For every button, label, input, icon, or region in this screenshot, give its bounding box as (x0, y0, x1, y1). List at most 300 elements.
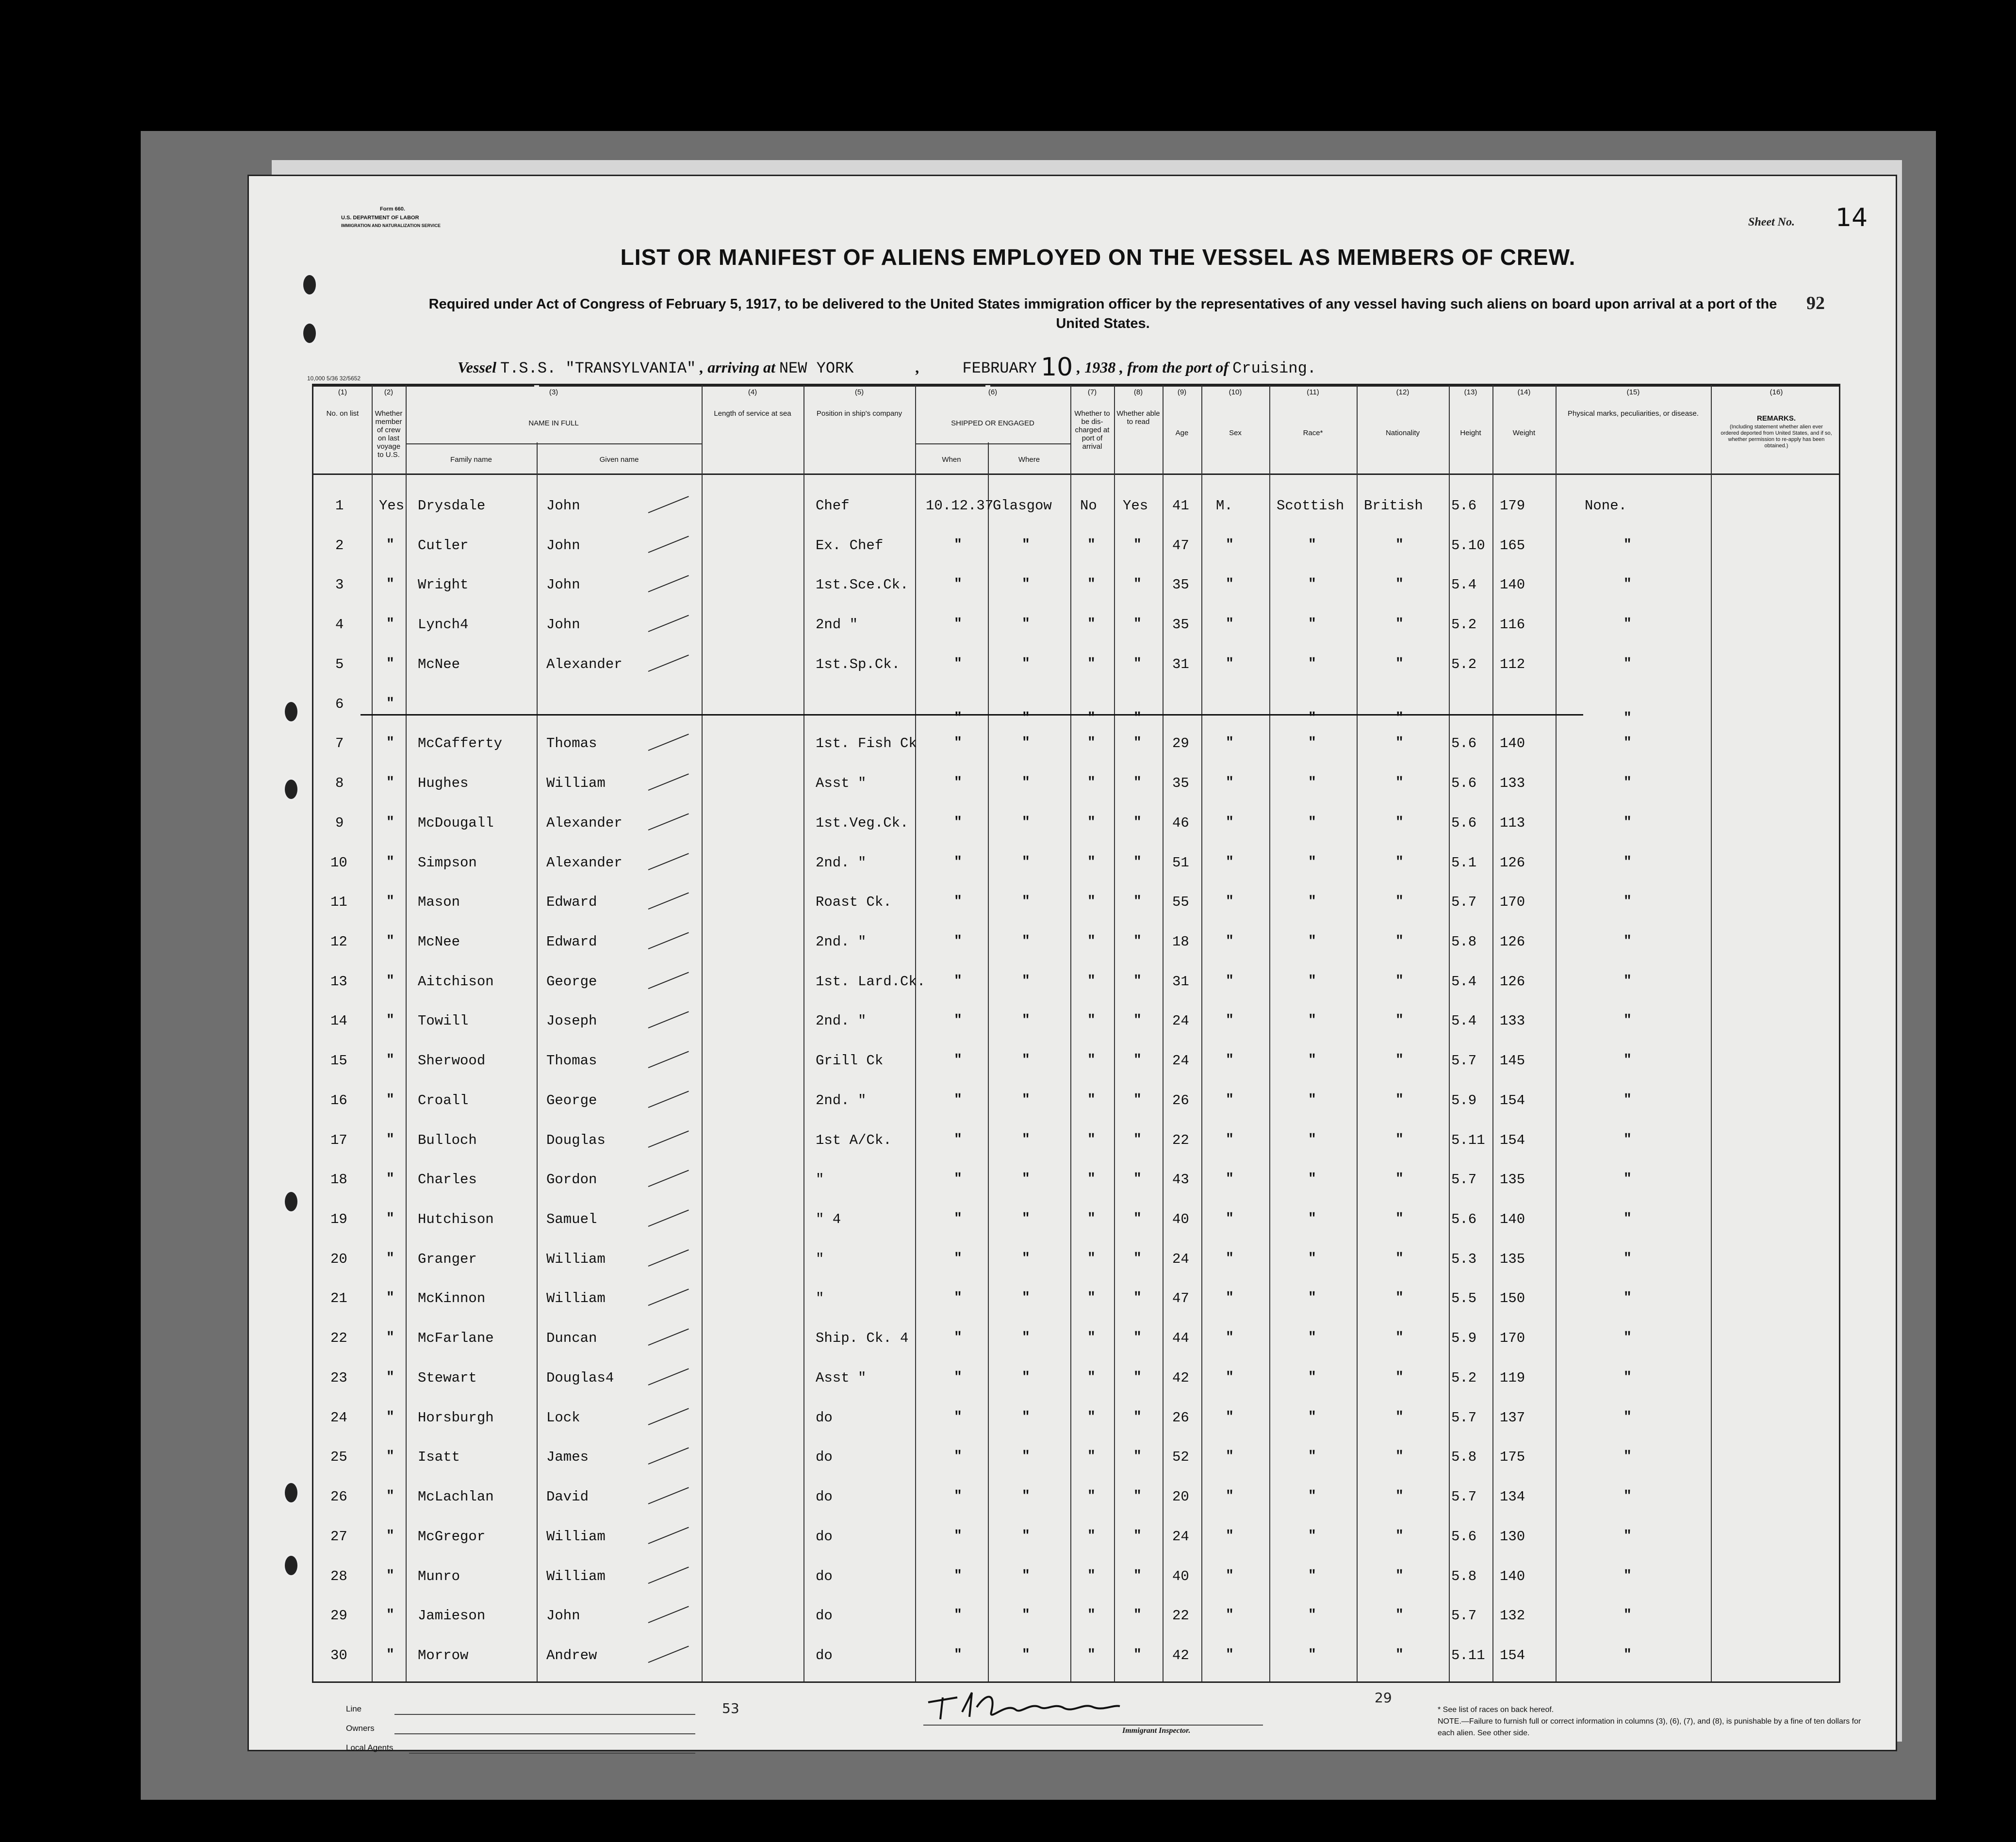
ditto-mark: " (1308, 577, 1316, 592)
ditto-mark: " (1623, 934, 1632, 949)
column-divider (1449, 385, 1450, 1681)
ditto-mark: " (1133, 1608, 1142, 1623)
check-mark (648, 1646, 689, 1663)
sex: M. (1216, 498, 1233, 514)
ditto-mark: " (1308, 1568, 1316, 1583)
header-columns-c6_num: (6) (988, 388, 998, 396)
ditto-mark: " (386, 696, 394, 711)
row-6-strike-line (361, 714, 1583, 716)
ditto-mark: " (954, 815, 962, 830)
given-name: Edward (546, 894, 597, 910)
line-blank (394, 1714, 695, 1715)
ditto-mark: " (1087, 1172, 1096, 1187)
given-name: Alexander (546, 855, 623, 871)
ditto-mark: " (386, 1251, 394, 1266)
footnote-penalty: NOTE.—Failure to furnish full or correct information in columns (3), (6), (7), and (8), is punishable by a fine of ten dollars for each alien. See other side. (1438, 1717, 1861, 1737)
check-mark (648, 536, 689, 553)
given-name: Lock (546, 1410, 580, 1426)
page-count: 29 (1375, 1690, 1392, 1706)
height: 5.6 (1451, 775, 1477, 791)
height: 5.7 (1451, 1608, 1477, 1624)
column-divider (537, 385, 538, 1681)
header-columns-c9_num: (9) (1177, 388, 1187, 396)
ditto-mark: " (1022, 1489, 1030, 1504)
ditto-mark: " (1226, 538, 1234, 553)
ditto-mark: " (386, 1013, 394, 1028)
weight: 126 (1500, 934, 1525, 950)
weight: 132 (1500, 1608, 1525, 1624)
given-name: Samuel (546, 1211, 597, 1227)
year-prefix: , 19 (1077, 359, 1100, 376)
ditto-mark: " (1623, 1211, 1632, 1226)
ditto-mark: " (1395, 617, 1404, 632)
age: 43 (1172, 1172, 1189, 1188)
check-mark (648, 1606, 689, 1623)
family-name: Lynch4 (418, 617, 469, 633)
ditto-mark: " (1133, 1410, 1142, 1425)
ditto-mark: " (1623, 1449, 1632, 1464)
ditto-mark: " (386, 1172, 394, 1187)
family-name: Stewart (418, 1370, 477, 1386)
vessel-label: Vessel (458, 359, 496, 376)
header-bottom-rule (313, 473, 1839, 475)
age: 22 (1172, 1132, 1189, 1148)
ditto-mark: " (1308, 1013, 1316, 1028)
age: 31 (1172, 656, 1189, 672)
reference-number: 92 (1806, 293, 1825, 313)
given-name: George (546, 1092, 597, 1108)
given-name: Joseph (546, 1013, 597, 1029)
ditto-mark: " (1623, 894, 1632, 909)
owners-blank (394, 1733, 695, 1734)
ditto-mark: " (386, 974, 394, 989)
row-number: 8 (335, 775, 344, 791)
family-name: Towill (418, 1013, 469, 1029)
check-mark (648, 1566, 689, 1584)
header-top-rule (313, 385, 1839, 387)
family-name: Mason (418, 894, 460, 910)
ditto-mark: " (1226, 1172, 1234, 1187)
ditto-mark: " (954, 1370, 962, 1385)
signature-line (923, 1725, 1263, 1726)
ditto-mark: " (1623, 1132, 1632, 1147)
header-columns-c3_num: (3) (549, 388, 558, 396)
age: 26 (1172, 1092, 1189, 1108)
weight: 154 (1500, 1132, 1525, 1148)
family-name: Croall (418, 1092, 469, 1108)
ditto-mark: " (1395, 815, 1404, 830)
ditto-mark: " (386, 1489, 394, 1504)
height: 5.1 (1451, 855, 1477, 871)
height: 5.2 (1451, 656, 1477, 672)
ditto-mark: " (954, 1290, 962, 1305)
ditto-mark: " (1133, 617, 1142, 632)
ditto-mark: " (1395, 1529, 1404, 1544)
family-name: Hughes (418, 775, 469, 791)
ditto-mark: " (1087, 934, 1096, 949)
ditto-mark: " (1226, 1053, 1234, 1068)
ditto-mark: " (1226, 1449, 1234, 1464)
ditto-mark: " (1308, 1251, 1316, 1266)
age: 35 (1172, 577, 1189, 593)
check-mark (648, 932, 689, 949)
ditto-mark: " (1308, 1290, 1316, 1305)
ditto-mark: " (1308, 934, 1316, 949)
given-name: James (546, 1449, 589, 1465)
ditto-mark: " (1087, 1330, 1096, 1345)
given-name: Thomas (546, 735, 597, 751)
binder-hole (301, 322, 318, 345)
age: 55 (1172, 894, 1189, 910)
given-name: Alexander (546, 656, 623, 672)
year-suffix: 38 (1100, 359, 1116, 376)
row-number: 20 (330, 1251, 347, 1267)
header-columns-c6a: When (942, 456, 961, 464)
row-number: 9 (335, 815, 344, 831)
given-name: George (546, 974, 597, 990)
ditto-mark: " (1087, 735, 1096, 750)
ditto-mark: " (954, 1251, 962, 1266)
ditto-mark: " (1308, 1211, 1316, 1226)
ditto-mark: " (1395, 1053, 1404, 1068)
weight: 154 (1500, 1092, 1525, 1108)
footer-owners-label: Owners (346, 1724, 375, 1733)
ditto-mark: " (1133, 1449, 1142, 1464)
ditto-mark: " (386, 1330, 394, 1345)
ditto-mark: " (1022, 1529, 1030, 1544)
sheet-number-label: Sheet No. (1748, 216, 1795, 228)
comma: , (916, 359, 920, 376)
height: 5.7 (1451, 1053, 1477, 1069)
ditto-mark: " (1087, 894, 1096, 909)
ditto-mark: " (1308, 711, 1316, 726)
ditto-mark: " (386, 1092, 394, 1108)
age: 41 (1172, 498, 1189, 514)
ditto-mark: " (1308, 855, 1316, 870)
ditto-mark: " (954, 1132, 962, 1147)
height: 5.2 (1451, 1370, 1477, 1386)
ditto-mark: " (1308, 656, 1316, 671)
ditto-mark: " (1226, 735, 1234, 750)
crew-table (312, 384, 1840, 1683)
age: 42 (1172, 1370, 1189, 1386)
ditto-mark: " (1395, 1132, 1404, 1147)
ditto-mark: " (1133, 974, 1142, 989)
header-columns-c2: Whether member of crew on last voyage to U.S. (375, 409, 403, 459)
header-columns-c12_num: (12) (1396, 388, 1410, 396)
position: do (816, 1410, 833, 1426)
ditto-mark: " (1087, 1608, 1096, 1623)
height: 5.7 (1451, 1489, 1477, 1505)
ditto-mark: " (1395, 656, 1404, 671)
ditto-mark: " (1395, 894, 1404, 909)
ditto-mark: " (954, 577, 962, 592)
ditto-mark: " (386, 1132, 394, 1147)
ditto-mark: " (1623, 1410, 1632, 1425)
ditto-mark: " (1087, 1449, 1096, 1464)
age: 47 (1172, 1290, 1189, 1306)
row-number: 24 (330, 1410, 347, 1426)
given-name: John (546, 1608, 580, 1624)
check-mark (648, 972, 689, 989)
ditto-mark: " (1022, 1608, 1030, 1623)
ditto-mark: " (1308, 1053, 1316, 1068)
row-number: 19 (330, 1211, 347, 1227)
height: 5.4 (1451, 974, 1477, 990)
ditto-mark: " (386, 735, 394, 750)
ditto-mark: " (386, 775, 394, 790)
ditto-mark: " (954, 1330, 962, 1345)
given-name: David (546, 1489, 589, 1505)
manifest-sheet (247, 175, 1897, 1751)
weight: 140 (1500, 1211, 1525, 1227)
ditto-mark: " (1395, 1489, 1404, 1504)
family-name: Bulloch (418, 1132, 477, 1148)
position: 2nd " (816, 617, 858, 633)
weight: 134 (1500, 1489, 1525, 1505)
row-number: 15 (330, 1053, 347, 1069)
header-columns-c10_num: (10) (1229, 388, 1242, 396)
position: 1st.Veg.Ck. (816, 815, 909, 831)
ditto-mark: " (1623, 1489, 1632, 1504)
row-number: 5 (335, 656, 344, 672)
footnote-races: * See list of races on back hereof. (1438, 1706, 1554, 1714)
weight: 175 (1500, 1449, 1525, 1465)
ditto-mark: " (1087, 855, 1096, 870)
given-name: Thomas (546, 1053, 597, 1069)
ditto-mark: " (1133, 577, 1142, 592)
weight: 150 (1500, 1290, 1525, 1306)
check-mark (648, 1249, 689, 1267)
height: 5.10 (1451, 538, 1485, 554)
family-name: Munro (418, 1568, 460, 1584)
subheader-rule (915, 443, 1070, 444)
height: 5.6 (1451, 815, 1477, 831)
header-columns-c15: Physical marks, peculiarities, or disease. (1567, 409, 1699, 418)
ditto-mark: " (1623, 974, 1632, 989)
ditto-mark: " (1022, 894, 1030, 909)
ditto-mark: " (1087, 1647, 1096, 1663)
position: 2nd. " (816, 855, 867, 871)
ditto-mark: " (1022, 1132, 1030, 1147)
ditto-mark: " (1395, 855, 1404, 870)
header-columns-c2_num: (2) (384, 388, 393, 396)
row-number: 12 (330, 934, 347, 950)
ditto-mark: " (1623, 711, 1632, 726)
ditto-mark: " (386, 577, 394, 592)
prev-voyage: Yes (379, 498, 405, 514)
age: 31 (1172, 974, 1189, 990)
ditto-mark: " (1226, 1013, 1234, 1028)
ditto-mark: " (1133, 1172, 1142, 1187)
ditto-mark: " (386, 1290, 394, 1305)
ditto-mark: " (386, 1370, 394, 1385)
ditto-mark: " (1087, 974, 1096, 989)
ditto-mark: " (1133, 1132, 1142, 1147)
ditto-mark: " (1308, 974, 1316, 989)
position: 1st A/Ck. (816, 1132, 892, 1148)
ditto-mark: " (1022, 617, 1030, 632)
given-name: Andrew (546, 1647, 597, 1663)
ditto-mark: " (1022, 711, 1030, 726)
ditto-mark: " (1623, 1529, 1632, 1544)
ditto-mark: " (1087, 1092, 1096, 1108)
from-port-label: , from the port of (1119, 359, 1229, 376)
header-columns-c13: Height (1460, 429, 1481, 437)
position: Ship. Ck. 4 (816, 1330, 909, 1346)
age: 52 (1172, 1449, 1189, 1465)
family-name: McFarlane (418, 1330, 494, 1346)
check-mark (648, 1051, 689, 1068)
header-columns-c15_num: (15) (1626, 388, 1640, 396)
ditto-mark: " (1226, 974, 1234, 989)
weight: 113 (1500, 815, 1525, 831)
nationality: British (1364, 498, 1423, 514)
check-mark (648, 813, 689, 831)
ditto-mark: " (954, 934, 962, 949)
age: 47 (1172, 538, 1189, 554)
ditto-mark: " (1623, 1568, 1632, 1583)
ditto-mark: " (1226, 1290, 1234, 1305)
family-name: McGregor (418, 1529, 486, 1545)
ditto-mark: " (1133, 855, 1142, 870)
ditto-mark: " (386, 1053, 394, 1068)
vessel-name: T.S.S. "TRANSYLVANIA" (500, 359, 696, 377)
arriving-label: , arriving at (700, 359, 775, 376)
ditto-mark: " (1623, 1251, 1632, 1266)
column-divider (1201, 385, 1202, 1681)
position: Roast Ck. (816, 894, 892, 910)
age: 26 (1172, 1410, 1189, 1426)
ditto-mark: " (1623, 735, 1632, 750)
column-divider (406, 385, 407, 1681)
binder-hole (301, 273, 318, 296)
ditto-mark: " (1623, 1608, 1632, 1623)
ditto-mark: " (1308, 815, 1316, 830)
check-mark (648, 654, 689, 672)
ditto-mark: " (1623, 855, 1632, 870)
check-mark (648, 575, 689, 592)
ditto-mark: " (1395, 775, 1404, 790)
age: 29 (1172, 735, 1189, 751)
ditto-mark: " (1133, 894, 1142, 909)
header-columns-c16_num: (16) (1770, 388, 1783, 396)
ditto-mark: " (1133, 1568, 1142, 1583)
ditto-mark: " (954, 1529, 962, 1544)
ditto-mark: " (1395, 1568, 1404, 1583)
age: 24 (1172, 1013, 1189, 1029)
ditto-mark: " (1087, 1410, 1096, 1425)
given-name: William (546, 775, 606, 791)
header-columns-c7: Whether to be dis-charged at port of arrival (1074, 409, 1110, 451)
row-number: 10 (330, 855, 347, 871)
family-name: Hutchison (418, 1211, 494, 1227)
given-name: William (546, 1290, 606, 1306)
check-mark (648, 1209, 689, 1227)
weight: 126 (1500, 855, 1525, 871)
given-name: John (546, 617, 580, 633)
ditto-mark: " (1226, 1410, 1234, 1425)
position: do (816, 1449, 833, 1465)
footnote (1438, 1704, 1865, 1739)
age: 24 (1172, 1251, 1189, 1267)
weight: 133 (1500, 1013, 1525, 1029)
family-name: Jamieson (418, 1608, 486, 1624)
height: 5.7 (1451, 1172, 1477, 1188)
header-columns-c3a: Family name (450, 456, 492, 464)
header-columns-c4: Length of service at sea (714, 409, 791, 418)
ditto-mark: " (1226, 1132, 1234, 1147)
position: Asst " (816, 1370, 867, 1386)
age: 22 (1172, 1608, 1189, 1624)
row-number: 26 (330, 1489, 347, 1505)
ditto-mark: " (1308, 1330, 1316, 1345)
ditto-mark: " (1623, 1647, 1632, 1663)
ditto-mark: " (1226, 1568, 1234, 1583)
row-number: 14 (330, 1013, 347, 1029)
position: 2nd. " (816, 1013, 867, 1029)
ditto-mark: " (1022, 974, 1030, 989)
inspector-label: Immigrant Inspector. (1122, 1727, 1191, 1735)
column-divider (1711, 385, 1712, 1681)
column-divider (1357, 385, 1358, 1681)
arrival-port: NEW YORK (779, 359, 854, 377)
weight: 154 (1500, 1647, 1525, 1663)
header-columns-c12: Nationality (1385, 429, 1420, 437)
race: Scottish (1277, 498, 1344, 514)
ditto-mark: " (1133, 1370, 1142, 1385)
binder-hole (283, 1554, 299, 1577)
ditto-mark: " (954, 538, 962, 553)
column-divider (1114, 385, 1115, 1681)
row-number: 6 (335, 696, 344, 712)
ditto-mark: " (1395, 1330, 1404, 1345)
line-count: 53 (722, 1700, 739, 1716)
ditto-mark: " (1226, 855, 1234, 870)
row-number: 13 (330, 974, 347, 990)
check-mark (648, 496, 689, 513)
ditto-mark: " (1022, 855, 1030, 870)
ditto-mark: " (1308, 1608, 1316, 1623)
check-mark (648, 1368, 689, 1386)
position: " (816, 1251, 824, 1267)
given-name: William (546, 1568, 606, 1584)
family-name: McLachlan (418, 1489, 494, 1505)
ditto-mark: " (1022, 1053, 1030, 1068)
ditto-mark: " (1395, 1647, 1404, 1663)
family-name: McCafferty (418, 735, 503, 751)
header-columns-c1_num: (1) (338, 388, 347, 396)
binder-hole (283, 1481, 299, 1504)
ditto-mark: " (1133, 1330, 1142, 1345)
ditto-mark: " (1623, 1172, 1632, 1187)
row-number: 30 (330, 1647, 347, 1663)
check-mark (648, 1011, 689, 1028)
weight: 133 (1500, 775, 1525, 791)
ditto-mark: " (954, 1489, 962, 1504)
ditto-mark: " (386, 1449, 394, 1464)
ditto-mark: " (1087, 1370, 1096, 1385)
header-columns-c13_num: (13) (1464, 388, 1477, 396)
check-mark (648, 1288, 689, 1306)
col-disch: No (1080, 498, 1097, 514)
height: 5.6 (1451, 1211, 1477, 1227)
height: 5.11 (1451, 1132, 1485, 1148)
header-columns-c11_num: (11) (1307, 388, 1319, 396)
position: " (816, 1172, 824, 1188)
binder-hole (283, 700, 299, 723)
ditto-mark: " (1308, 1489, 1316, 1504)
